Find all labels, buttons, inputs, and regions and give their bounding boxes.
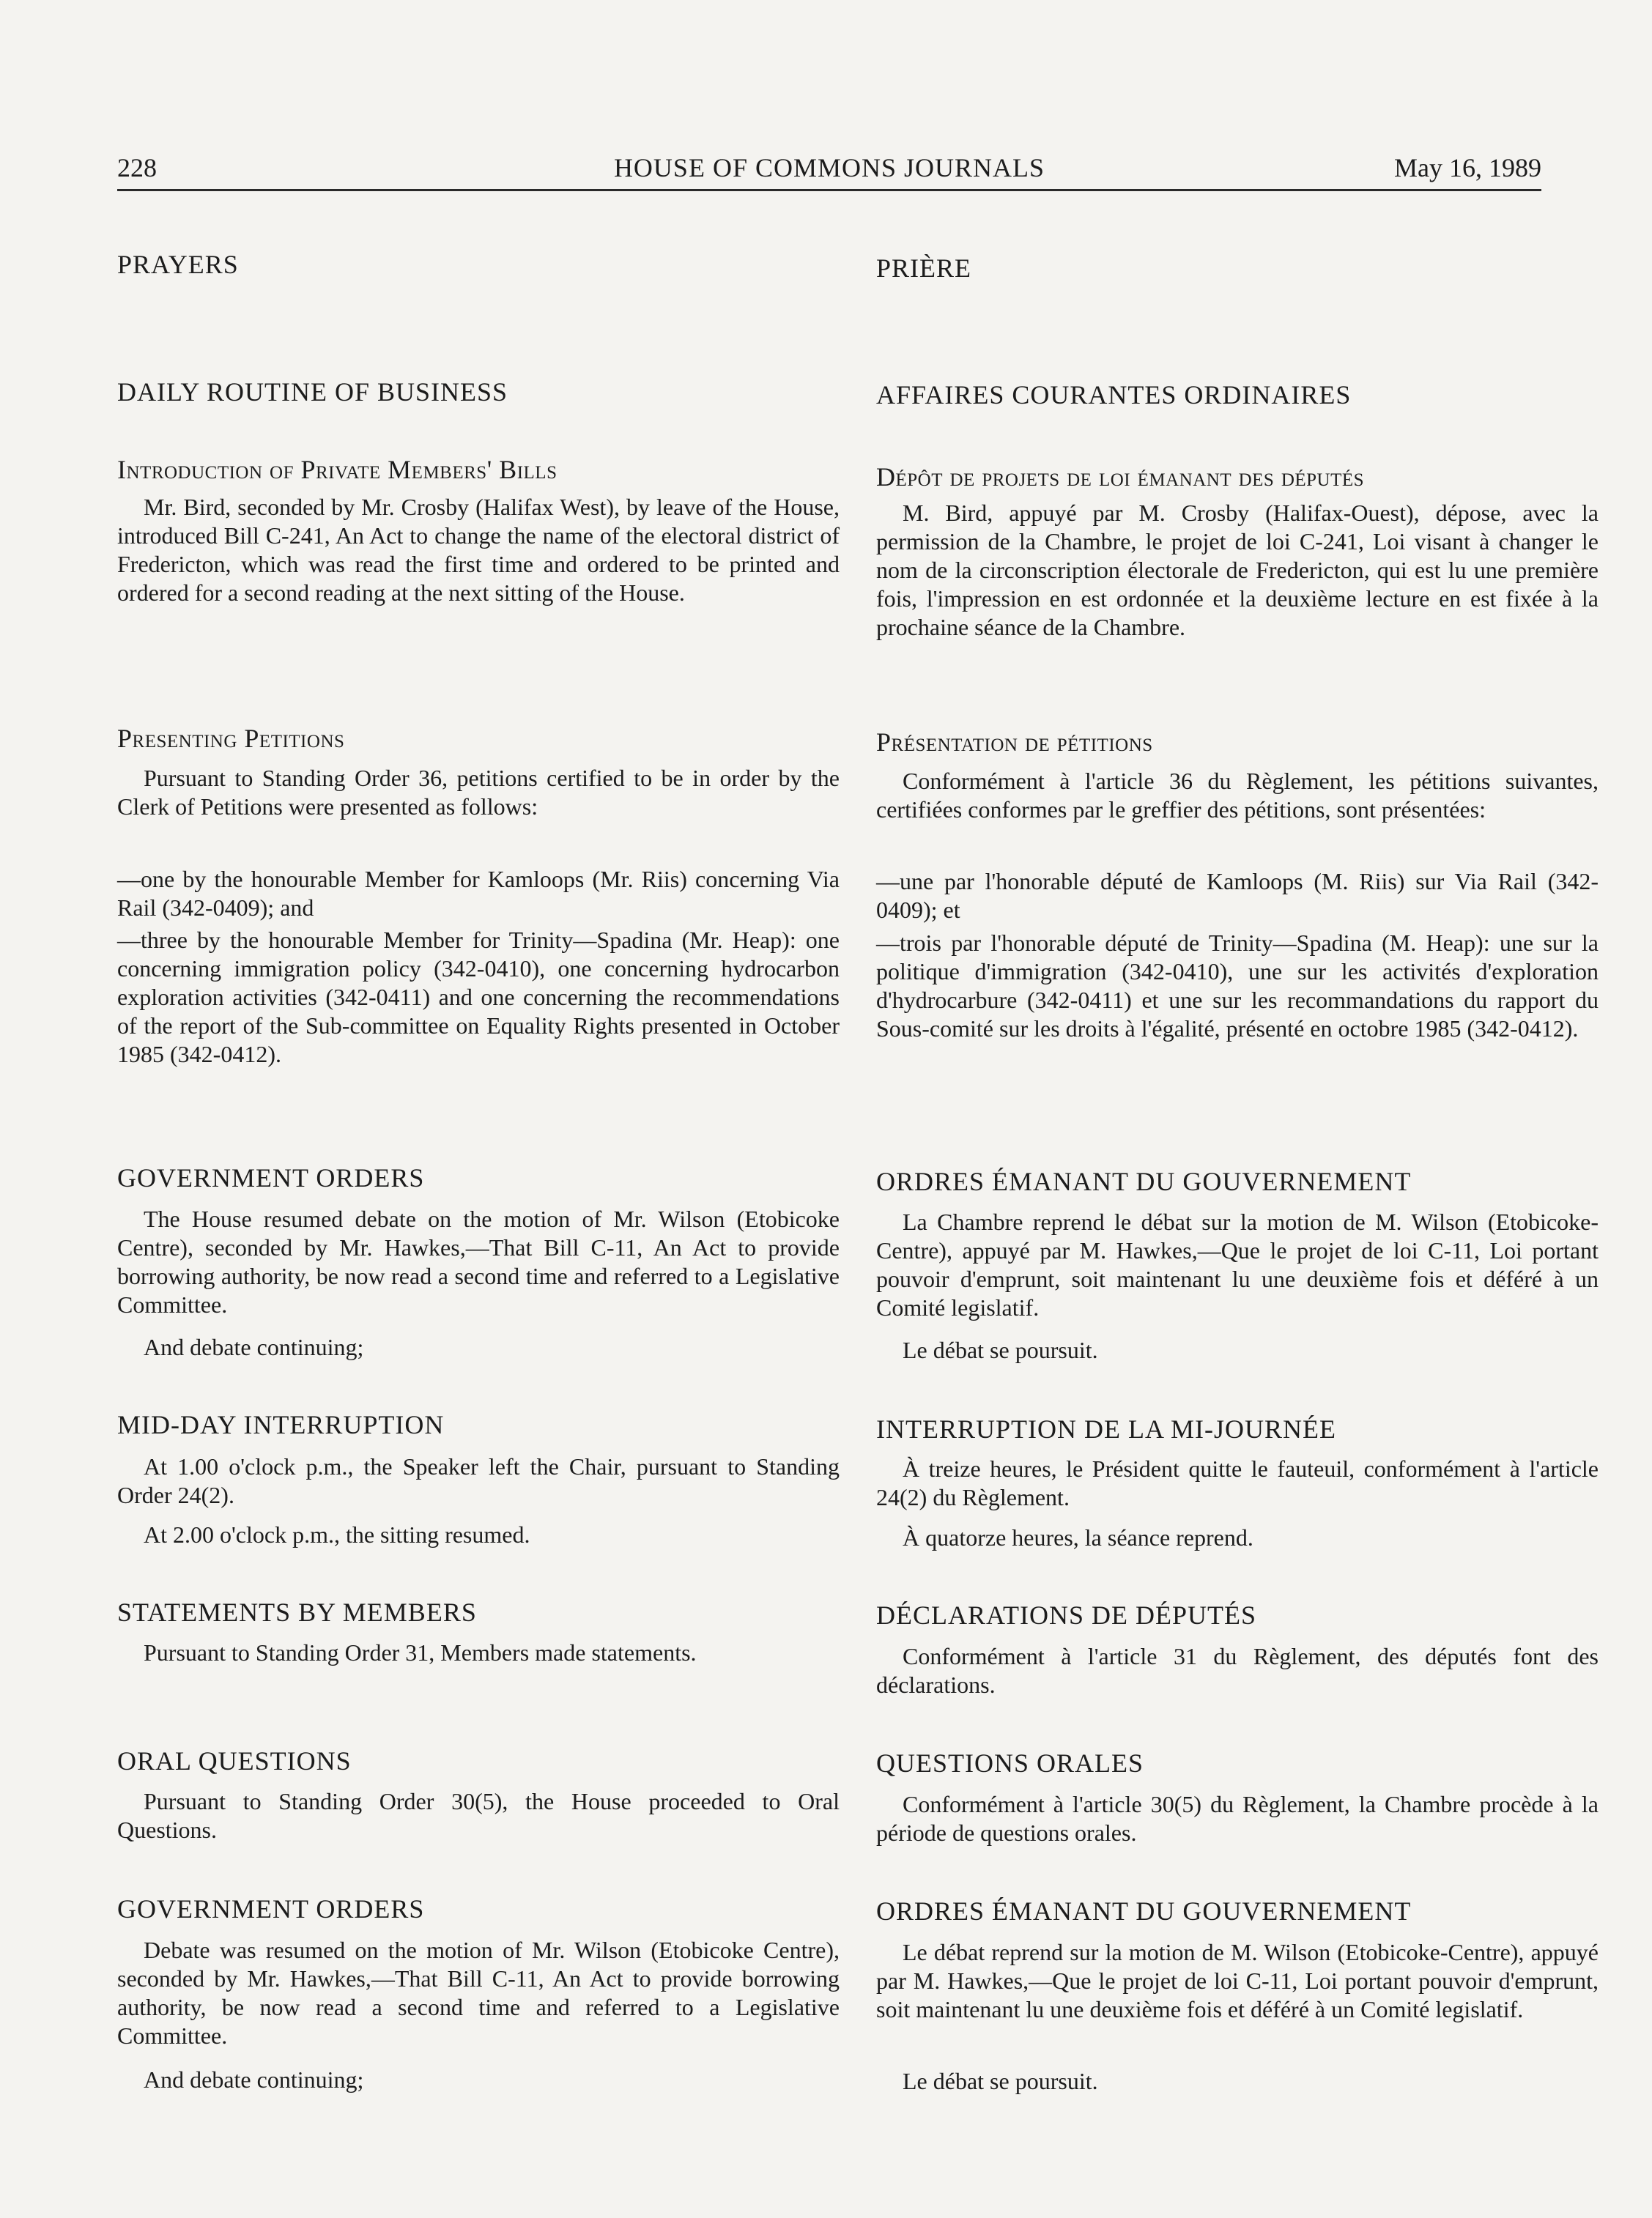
petitions-text: Pursuant to Standing Order 36, petitions certified to be in order by the Clerk of Petitions were presented as follows:: [117, 765, 840, 820]
ordres-gouvernement-heading-1: ORDRES ÉMANANT DU GOUVERNEMENT: [876, 1167, 1412, 1196]
gov-orders-text-2: Debate was resumed on the motion of Mr. Wilson (Etobicoke Centre), seconded by Mr. Hawkes,—That Bill C-11, An Act to provide borrowing authority, be now read a second time and referred to a Legislative Committee.: [117, 1937, 840, 2049]
presentation-petitions-heading: Présentation de pétitions: [876, 727, 1153, 757]
midday-heading: MID-DAY INTERRUPTION: [117, 1410, 445, 1439]
depot-projets-text: M. Bird, appuyé par M. Crosby (Halifax-Ouest), dépose, avec la permission de la Chambre, le projet de loi C-241, Loi visant à changer le nom de la circonscription électorale de Fredericton, qui est lu une première fois, l'impression en est ordonnée et la deuxième lecture en est fixée à la prochaine séance de la Chambre.: [876, 500, 1599, 640]
debate-continuing-2: And debate continuing;: [144, 2066, 364, 2093]
debat-poursuit-2: Le débat se poursuit.: [903, 2068, 1098, 2094]
debate-continuing-1: And debate continuing;: [144, 1334, 364, 1360]
questions-orales-text: Conformément à l'article 30(5) du Règlement, la Chambre procède à la période de questions orales.: [876, 1791, 1599, 1846]
gov-orders-heading-2: GOVERNMENT ORDERS: [117, 1894, 425, 1924]
petition-fr-item-2: —trois par l'honorable député de Trinity—Spadina (M. Heap): une sur la politique d'immigration (342-0410), une sur les activités d'exploration d'hydrocarbure (342-0411) et une sur les recommandations du rapport du Sous-comité sur les droits à l'égalité, présenté en octobre 1985 (342-0412).: [876, 930, 1599, 1042]
prayers-heading: PRAYERS: [117, 250, 239, 279]
intro-bills-text: Mr. Bird, seconded by Mr. Crosby (Halifax West), by leave of the House, introduced Bill C-241, An Act to change the name of the electoral district of Fredericton, which was read the first time and ordered to be printed and ordered for a second reading at the next sitting of the House.: [117, 494, 840, 606]
page-number: 228: [117, 153, 157, 182]
debat-poursuit-1: Le débat se poursuit.: [903, 1337, 1098, 1363]
affaires-courantes-heading: AFFAIRES COURANTES ORDINAIRES: [876, 380, 1352, 409]
ordres-gouvernement-text-2: Le débat reprend sur la motion de M. Wilson (Etobicoke-Centre), appuyé par M. Hawkes,—Que le projet de loi C-11, Loi portant pouvoir d'emprunt, soit maintenant lu une deuxième fois et déféré à un Comité legislatif.: [876, 1939, 1599, 2022]
statements-heading: STATEMENTS BY MEMBERS: [117, 1598, 477, 1627]
ordres-gouvernement-heading-2: ORDRES ÉMANANT DU GOUVERNEMENT: [876, 1896, 1412, 1926]
presentation-petitions-text: Conformément à l'article 36 du Règlement, les pétitions suivantes, certifiées conformes par le greffier des pétitions, sont présentées:: [876, 768, 1599, 823]
gov-orders-text-1: The House resumed debate on the motion of Mr. Wilson (Etobicoke Centre), seconded by Mr. Hawkes,—That Bill C-11, An Act to provide borrowing authority, be now read a second time and referred to a Legislative Committee.: [117, 1206, 840, 1318]
seance-reprend-text: À quatorze heures, la séance reprend.: [903, 1524, 1253, 1551]
daily-routine-heading: DAILY ROUTINE OF BUSINESS: [117, 377, 508, 407]
interruption-text: À treize heures, le Président quitte le fauteuil, conformément à l'article 24(2) du Règlement.: [876, 1455, 1599, 1510]
petition-item-2: —three by the honourable Member for Trinity—Spadina (Mr. Heap): one concerning immigration policy (342-0410), one concerning hydrocarbon exploration activities (342-0411) and one concerning the recommendations of the report of the Sub-committee on Equality Rights presented in October 1985 (342-0412).: [117, 927, 840, 1067]
petition-fr-item-1: —une par l'honorable député de Kamloops (M. Riis) sur Via Rail (342-0409); et: [876, 868, 1599, 923]
interruption-heading: INTERRUPTION DE LA MI-JOURNÉE: [876, 1414, 1336, 1444]
journal-title: HOUSE OF COMMONS JOURNALS: [613, 153, 1045, 182]
oral-questions-heading: ORAL QUESTIONS: [117, 1746, 352, 1776]
midday-text: At 1.00 o'clock p.m., the Speaker left the Chair, pursuant to Standing Order 24(2).: [117, 1453, 840, 1508]
statements-text: Pursuant to Standing Order 31, Members made statements.: [144, 1639, 697, 1666]
declarations-text: Conformément à l'article 31 du Règlement, des députés font des déclarations.: [876, 1643, 1599, 1698]
journal-date: May 16, 1989: [1394, 153, 1541, 182]
priere-heading: PRIÈRE: [876, 253, 972, 283]
petition-item-1: —one by the honourable Member for Kamloops (Mr. Riis) concerning Via Rail (342-0409); and: [117, 866, 840, 921]
page-header: [117, 152, 1541, 191]
oral-questions-text: Pursuant to Standing Order 30(5), the House proceeded to Oral Questions.: [117, 1788, 840, 1843]
petitions-heading: Presenting Petitions: [117, 724, 345, 753]
declarations-heading: DÉCLARATIONS DE DÉPUTÉS: [876, 1601, 1257, 1630]
gov-orders-heading-1: GOVERNMENT ORDERS: [117, 1163, 425, 1193]
questions-orales-heading: QUESTIONS ORALES: [876, 1748, 1144, 1778]
depot-projets-heading: Dépôt de projets de loi émanant des députés: [876, 462, 1365, 492]
ordres-gouvernement-text-1: La Chambre reprend le débat sur la motion de M. Wilson (Etobicoke-Centre), appuyé par M. Hawkes,—Que le projet de loi C-11, Loi portant pouvoir d'emprunt, soit maintenant lu une deuxième fois et déféré à un Comité legislatif.: [876, 1209, 1599, 1321]
resumed-text: At 2.00 o'clock p.m., the sitting resumed.: [144, 1521, 530, 1548]
intro-bills-heading: Introduction of Private Members' Bills: [117, 455, 558, 484]
